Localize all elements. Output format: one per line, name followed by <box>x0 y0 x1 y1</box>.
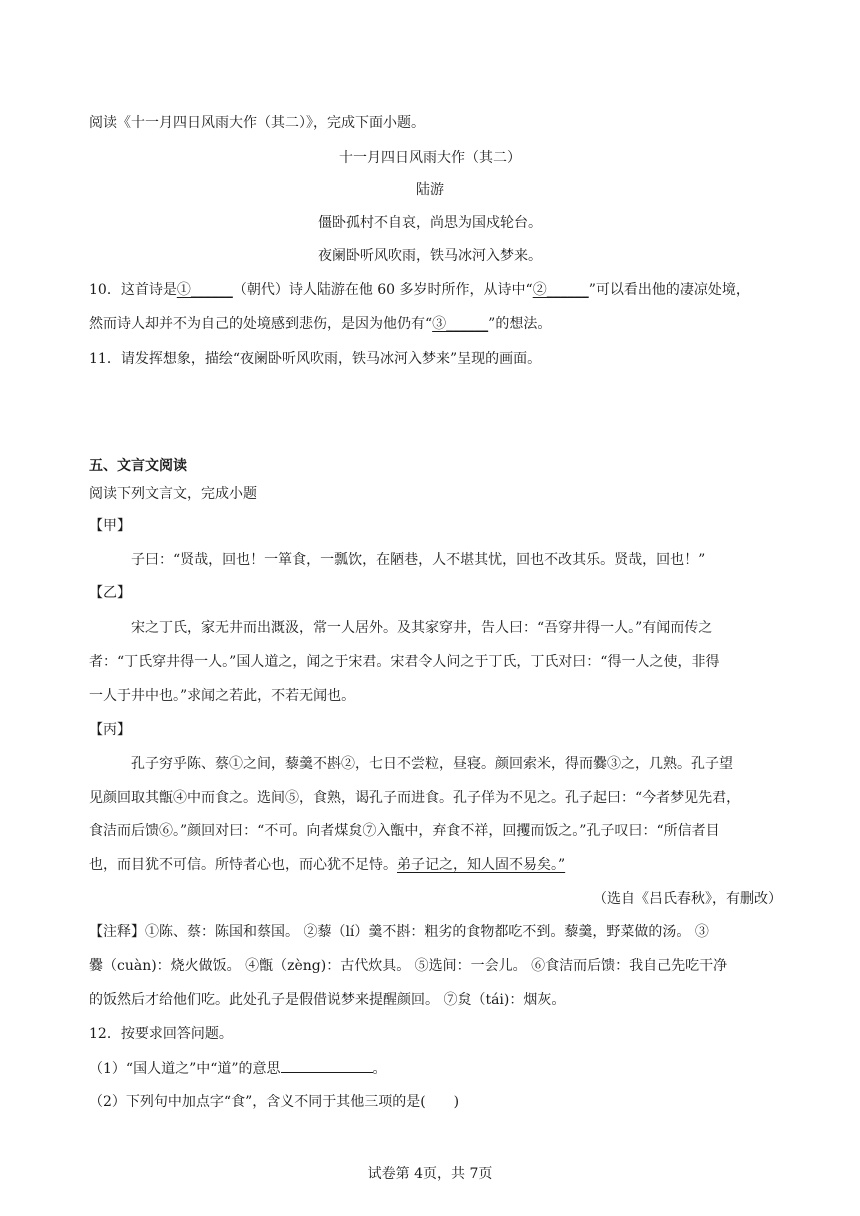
annotation-line: 爨（cuàn)：烧火做饭。 ④甑（zèng)：古代炊具。 ⑤选间：一会儿。 ⑥食洁而后馈：我自己先吃干净 <box>89 958 728 974</box>
question-10-line-2: 然而诗人却并不为自己的处境感到悲伤，是因为他仍有“③______”的想法。 <box>89 316 552 332</box>
text-bing-line: 见颜回取其甑④中而食之。选间⑤，食熟，谒孔子而进食。孔子佯为不见之。孔子起曰：“今者梦见先君， <box>89 790 741 806</box>
annotation-line: 的饭然后才给他们吃。此处孔子是假借说梦来提醒颜回。 ⑦炱（tái)：烟灰。 <box>89 992 566 1008</box>
source-citation: （选自《吕氏春秋》，有删改） <box>593 891 782 907</box>
text-yi-line: 一人于井中也。”求闻之若此，不若无闻也。 <box>89 688 356 704</box>
question-12-part-1: （1）“国人道之”中“道”的意思 。 <box>89 1058 387 1079</box>
annotation-line: 【注释】①陈、蔡：陈国和蔡国。 ②藜（lí）羹不斟：粗劣的食物都吃不到。藜羹，野菜做的汤。 ③ <box>89 924 709 940</box>
text-bing-line: 食洁而后馈⑥。”颜回对曰：“不可。向者煤炱⑦入甑中，弃食不祥，回攫而饭之。”孔子叹曰：“所信者目 <box>89 823 720 839</box>
question-10: 10．这首诗是①______（朝代）诗人陆游在他 60 多岁时所作，从诗中“②______”可以看出他的凄凉处境， <box>89 282 750 298</box>
label-yi: 【乙】 <box>89 585 131 601</box>
poem-line-1: 僵卧孤村不自哀，尚思为国戍轮台。 <box>318 215 542 231</box>
reading-intro: 阅读《十一月四日风雨大作（其二）》，完成下面小题。 <box>89 115 425 131</box>
text-bing-line: 也，而目犹不可信。所恃者心也，而心犹不足恃。弟子记之，知人固不易矣。” <box>89 857 566 873</box>
poem-line-2: 夜阑卧听风吹雨，铁马冰河入梦来。 <box>318 248 542 264</box>
underlined-sentence: 弟子记之，知人固不易矣。” <box>397 857 566 873</box>
label-jia: 【甲】 <box>89 518 131 534</box>
question-12-part-2: （2）下列句中加点字“食”，含义不同于其他三项的是( ) <box>89 1094 460 1110</box>
answer-blank-1: ①______ <box>176 282 233 298</box>
poem-title: 十一月四日风雨大作（其二） <box>339 150 521 166</box>
poem-author: 陆游 <box>416 182 444 198</box>
question-12: 12．按要求回答问题。 <box>89 1026 233 1042</box>
text-jia: 子曰：“贤哉，回也！一箪食，一瓢饮，在陋巷，人不堪其忧，回也不改其乐。贤哉，回也！” <box>131 552 706 568</box>
question-11: 11．请发挥想象，描绘“夜阑卧听风吹雨，铁马冰河入梦来”呈现的画面。 <box>89 351 542 367</box>
answer-blank-2: ②______ <box>532 282 589 298</box>
page-footer: 试卷第 4页，共 7页 <box>367 1166 493 1182</box>
label-bing: 【丙】 <box>89 722 131 738</box>
text-yi-line: 者：“丁氏穿井得一人。”国人道之，闻之于宋君。宋君令人问之于丁氏，丁氏对曰：“得一人之使，非得 <box>89 654 720 670</box>
text-yi-line: 宋之丁氏，家无井而出溉汲，常一人居外。及其家穿井，告人曰：“吾穿井得一人。”有闻而传之 <box>131 620 713 636</box>
text-bing-line: 孔子穷乎陈、蔡①之间，藜羹不斟②，七日不尝粒，昼寝。颜回索米，得而爨③之，几熟。孔子望 <box>131 756 733 772</box>
answer-blank <box>281 1058 373 1073</box>
section-intro: 阅读下列文言文，完成小题 <box>89 486 257 502</box>
answer-blank-3: ③______ <box>432 316 489 332</box>
section-heading: 五、文言文阅读 <box>89 458 187 474</box>
